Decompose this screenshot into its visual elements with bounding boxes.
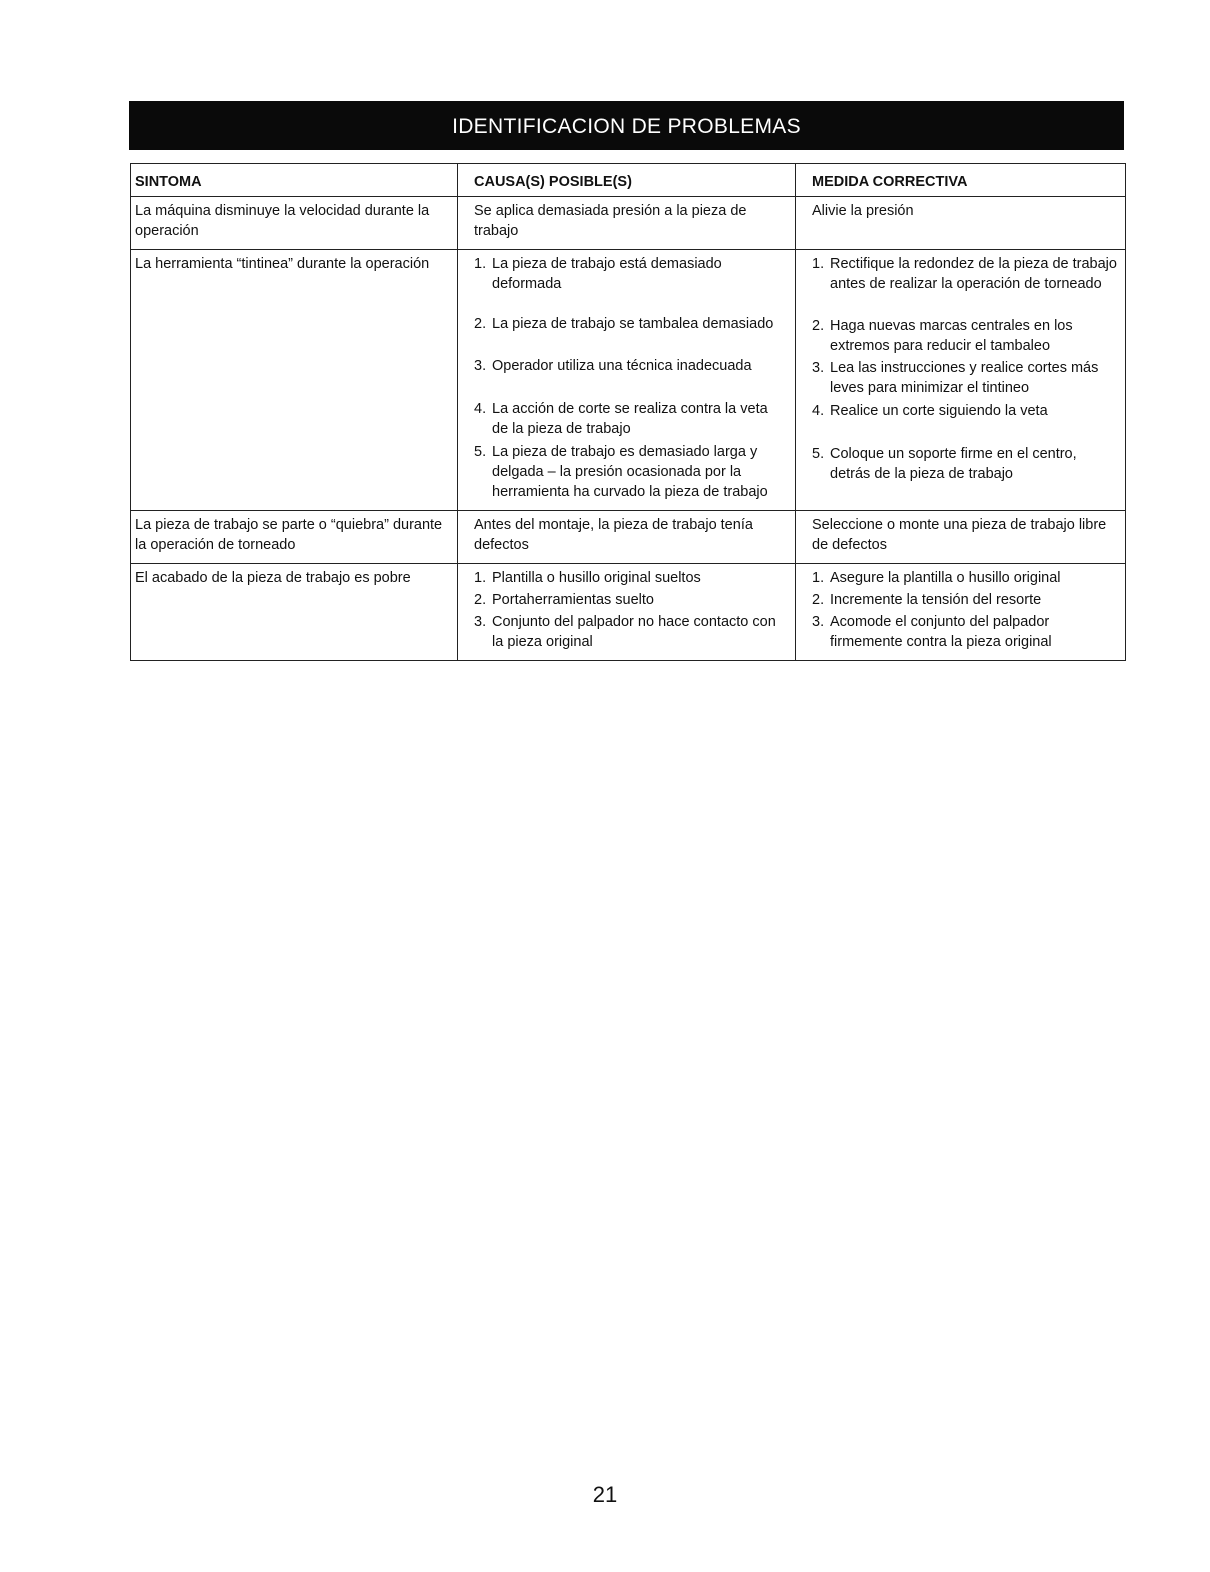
- item-number: 3.: [812, 360, 825, 376]
- list-item: [812, 612, 1117, 652]
- item-number: 3.: [474, 614, 487, 630]
- table-header-row: [131, 164, 1126, 197]
- item-text: Incremente la tensión del resorte: [830, 592, 1042, 608]
- item-number: 2.: [812, 318, 825, 334]
- item-number: 1.: [474, 256, 487, 272]
- fix-list: [812, 254, 1117, 484]
- item-number: 3.: [812, 614, 825, 630]
- fix-cell: [796, 250, 1126, 511]
- cause-cell: Antes del montaje, la pieza de trabajo tenía defectos: [458, 511, 796, 564]
- list-item: [474, 442, 787, 502]
- item-text: Asegure la plantilla o husillo original: [830, 570, 1061, 586]
- list-item: [812, 401, 1117, 444]
- header-fix: MEDIDA CORRECTIVA: [796, 164, 1126, 197]
- item-text: La pieza de trabajo se tambalea demasiado: [492, 316, 774, 332]
- fix-cell: Alivie la presión: [796, 197, 1126, 250]
- item-number: 3.: [474, 358, 487, 374]
- item-text: Rectifique la redondez de la pieza de trabajo antes de realizar la operación de torneado: [830, 256, 1117, 292]
- table-row: [131, 564, 1126, 661]
- symptom-cell: La herramienta “tintinea” durante la operación: [131, 250, 458, 511]
- list-item: [812, 316, 1117, 358]
- item-text: La acción de corte se realiza contra la veta de la pieza de trabajo: [492, 401, 768, 437]
- item-text: Portaherramientas suelto: [492, 592, 654, 608]
- list-item: [474, 356, 787, 399]
- page-number: 21: [592, 1482, 618, 1507]
- page-title: IDENTIFICACION DE PROBLEMAS: [129, 101, 1124, 150]
- fix-cell: Seleccione o monte una pieza de trabajo libre de defectos: [796, 511, 1126, 564]
- list-item: [474, 568, 787, 588]
- cause-cell: [458, 250, 796, 511]
- cause-cell: [458, 564, 796, 661]
- list-item: [812, 358, 1117, 401]
- symptom-cell: La pieza de trabajo se parte o “quiebra” durante la operación de torneado: [131, 511, 458, 564]
- header-cause: CAUSA(S) POSIBLE(S): [458, 164, 796, 197]
- table-row: [131, 511, 1126, 564]
- item-text: Conjunto del palpador no hace contacto con la pieza original: [492, 614, 776, 650]
- list-item: [474, 399, 787, 442]
- list-item: [474, 590, 787, 610]
- fix-list: [812, 568, 1117, 652]
- list-item: [474, 254, 787, 314]
- item-number: 1.: [474, 570, 487, 586]
- item-text: Realice un corte siguiendo la veta: [830, 403, 1048, 419]
- item-text: Plantilla o husillo original sueltos: [492, 570, 701, 586]
- item-number: 2.: [812, 592, 825, 608]
- item-text: Haga nuevas marcas centrales en los extremos para reducir el tambaleo: [830, 318, 1073, 354]
- item-text: Operador utiliza una técnica inadecuada: [492, 358, 752, 374]
- item-number: 1.: [812, 256, 825, 272]
- list-item: [474, 612, 787, 652]
- item-number: 5.: [474, 444, 487, 460]
- cause-cell: Se aplica demasiada presión a la pieza de trabajo: [458, 197, 796, 250]
- table-row: [131, 197, 1126, 250]
- fix-cell: [796, 564, 1126, 661]
- header-symptom: SINTOMA: [131, 164, 458, 197]
- list-item: [812, 444, 1117, 484]
- cause-list: [474, 568, 787, 652]
- table-row: [131, 250, 1126, 511]
- symptom-cell: La máquina disminuye la velocidad durante la operación: [131, 197, 458, 250]
- item-text: Coloque un soporte firme en el centro, detrás de la pieza de trabajo: [830, 446, 1077, 482]
- item-text: Acomode el conjunto del palpador firmemente contra la pieza original: [830, 614, 1052, 650]
- item-text: Lea las instrucciones y realice cortes más leves para minimizar el tintineo: [830, 360, 1099, 396]
- list-item: [474, 314, 787, 356]
- item-number: 1.: [812, 570, 825, 586]
- item-number: 2.: [474, 592, 487, 608]
- item-number: 4.: [812, 403, 825, 419]
- symptom-cell: El acabado de la pieza de trabajo es pobre: [131, 564, 458, 661]
- item-text: La pieza de trabajo es demasiado larga y delgada – la presión ocasionada por la herramienta ha curvado la pieza de trabajo: [492, 444, 768, 500]
- list-item: [812, 590, 1117, 610]
- list-item: [812, 254, 1117, 316]
- troubleshooting-table: [130, 163, 1126, 661]
- item-text: La pieza de trabajo está demasiado deformada: [492, 256, 722, 292]
- item-number: 4.: [474, 401, 487, 417]
- cause-list: [474, 254, 787, 502]
- item-number: 5.: [812, 446, 825, 462]
- item-number: 2.: [474, 316, 487, 332]
- list-item: [812, 568, 1117, 588]
